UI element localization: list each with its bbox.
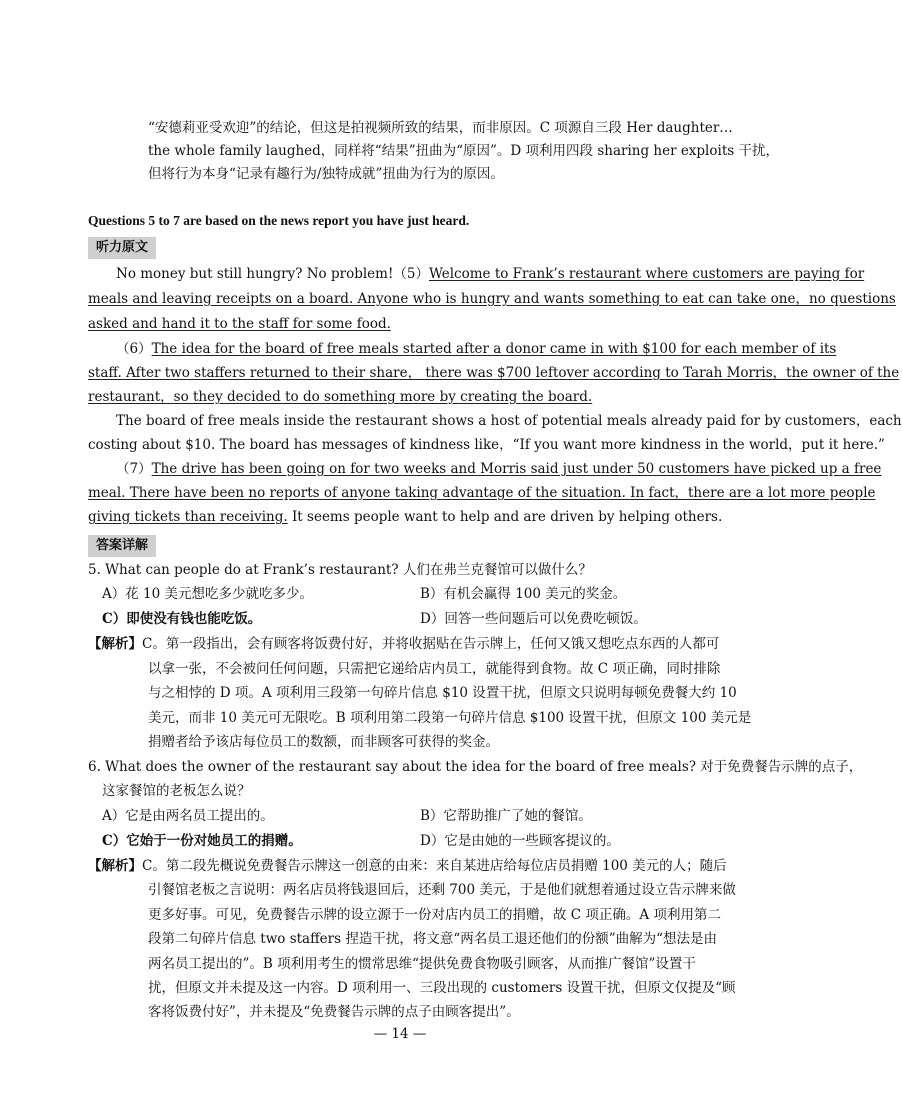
answers-tag: 答案详解 [88, 535, 156, 557]
q6-analysis-line-2: 引餐馆老板之言说明：两名店员将钱退回后，还剩 700 美元，于是他们就想着通过设立告示牌来做 [148, 882, 736, 898]
q6-option-d: D）它是由她的一些顾客提议的。 [420, 833, 620, 849]
q6-analysis-line-5: 两名员工提出的”。B 项利用考生的惯常思维“提供免费食物吸引顾客，从而推广餐馆”设置干 [148, 956, 696, 972]
transcript-p3-line-2: costing about $10. The board has messages of kindness like，“If you want more kindness in the world，put it here.” [88, 437, 885, 453]
transcript-p1-line-2 [88, 290, 896, 308]
transcript-p4-underlined-3: giving tickets than receiving. [88, 509, 288, 525]
transcript-p1-plain: No money but still hungry? No problem!（5） [116, 266, 429, 282]
transcript-p1-line-3 [88, 315, 391, 333]
q5-analysis-line-5: 捐赠者给予该店每位员工的数额，而非顾客可获得的奖金。 [148, 734, 499, 750]
q5-analysis-label: 【解析】 [88, 636, 142, 652]
transcript-p1-underlined-2: meals and leaving receipts on a board. Anyone who is hungry and wants something to eat can take one，no questions [88, 291, 896, 307]
transcript-p2-underlined: The idea for the board of free meals started after a donor came in with $100 for each member of its [151, 341, 837, 357]
transcript-p4-plain-end: It seems people want to help and are driven by helping others. [287, 509, 723, 525]
q5-option-a: A）花 10 美元想吃多少就吃多少。 [102, 586, 314, 602]
transcript-p3-line-1: The board of free meals inside the restaurant shows a host of potential meals already paid for by customers，each [116, 413, 902, 429]
q6-option-c: C）它始于一份对她员工的捐赠。 [102, 833, 302, 849]
transcript-p2-plain: （6） [116, 341, 152, 357]
q6-analysis-line-6: 扰，但原文并未提及这一内容。D 项利用一、三段出现的 customers 设置干扰，但原文仅提及“顾 [148, 980, 736, 996]
q6-option-b: B）它帮助推广了她的餐馆。 [420, 808, 592, 824]
q5-analysis-line-2: 以拿一张，不会被问任何问题，只需把它递给店内员工，就能得到食物。故 C 项正确，同时排除 [148, 661, 721, 677]
intro-line-1: “安德莉亚受欢迎”的结论，但这是拍视频所致的结果，而非原因。C 项源自三段 Her daughter… [148, 120, 733, 136]
transcript-p1-underlined-3: asked and hand it to the staff for some food. [88, 316, 391, 332]
q5-option-d: D）回答一些问题后可以免费吃顿饭。 [420, 611, 647, 627]
q6-analysis-label: 【解析】 [88, 858, 142, 874]
q5-option-b: B）有机会赢得 100 美元的奖金。 [420, 586, 627, 602]
transcript-p4-line-1 [116, 460, 881, 478]
intro-line-3: 但将行为本身“记录有趣行为/独特成就”扭曲为行为的原因。 [148, 166, 504, 182]
transcript-p4-underlined-2: meal. There have been no reports of anyone taking advantage of the situation. In fact，there are a lot more people [88, 485, 876, 501]
q6-analysis-line-1 [88, 857, 727, 875]
transcript-p4-line-3 [88, 508, 722, 526]
q5-analysis-line-1 [88, 635, 719, 653]
intro-line-2: the whole family laughed，同样将“结果”扭曲为“原因”。D 项利用四段 sharing her exploits 干扰， [148, 143, 779, 159]
q5-question: 5. What can people do at Frank’s restaurant? 人们在弗兰克餐馆可以做什么？ [88, 562, 592, 578]
transcript-p4-underlined: The drive has been going on for two weeks and Morris said just under 50 customers have picked up a free [151, 461, 882, 477]
q6-analysis-line-7: 客将饭费付好”，并未提及“免费餐告示牌的点子由顾客提出”。 [148, 1004, 520, 1020]
q5-analysis-line-4: 美元，而非 10 美元可无限吃。B 项利用第二段第一句碎片信息 $100 设置干扰，但原文 100 美元是 [148, 710, 752, 726]
section-heading: Questions 5 to 7 are based on the news report you have just heard. [88, 213, 470, 228]
transcript-p2-line-1 [116, 340, 836, 358]
page-number: — 14 — [373, 1026, 427, 1042]
transcript-tag: 听力原文 [88, 237, 156, 259]
q6-analysis-line-3: 更多好事。可见，免费餐告示牌的设立源于一份对店内员工的捐赠，故 C 项正确。A 项利用第二 [148, 907, 721, 923]
q6-question-line-1: 6. What does the owner of the restaurant say about the idea for the board of free meals? 对于免费餐告示牌的点子， [88, 759, 863, 775]
transcript-p4-plain: （7） [116, 461, 152, 477]
transcript-p2-underlined-2: staff. After two staffers returned to their share， there was $700 leftover according to Tarah Morris，the owner of the [88, 365, 900, 381]
q5-analysis-text-1: C。第一段指出，会有顾客将饭费付好，并将收据贴在告示牌上，任何又饿又想吃点东西的人都可 [142, 636, 720, 652]
transcript-p2-underlined-3: restaurant，so they decided to do something more by creating the board. [88, 389, 593, 405]
transcript-p1-line-1 [116, 265, 864, 283]
transcript-p2-line-3 [88, 388, 592, 406]
q6-question-line-2: 这家餐馆的老板怎么说？ [102, 783, 251, 799]
transcript-p1-underlined: Welcome to Frank’s restaurant where customers are paying for [428, 266, 865, 282]
q6-analysis-text-1: C。第二段先概说免费餐告示牌这一创意的由来：来自某进店给每位店员捐赠 100 美元的人；随后 [142, 858, 727, 874]
q6-option-a: A）它是由两名员工提出的。 [102, 808, 274, 824]
transcript-p4-line-2 [88, 484, 876, 502]
q6-analysis-line-4: 段第二句碎片信息 two staffers 捏造干扰，将文意“两名员工退还他们的份额”曲解为“想法是由 [148, 931, 718, 947]
q5-option-c: C）即使没有钱也能吃饭。 [102, 611, 262, 627]
transcript-p2-line-2 [88, 364, 899, 382]
q5-analysis-line-3: 与之相悖的 D 项。A 项利用三段第一句碎片信息 $10 设置干扰，但原文只说明每顿免费餐大约 10 [148, 685, 737, 701]
